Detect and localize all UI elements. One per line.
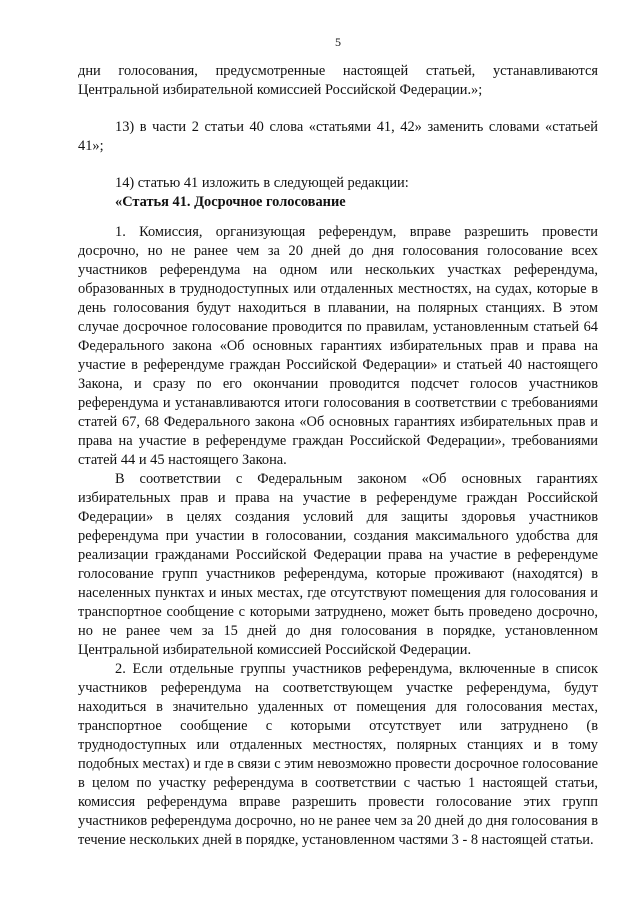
- article-title: «Статья 41. Досрочное голосование: [115, 194, 346, 210]
- paragraph-part-1: 1. Комиссия, организующая референдум, вправе разрешить провести досрочно, но не ранее чем за 20 дней до дня голосования голосование всех участников референдума на одном или нескольких участках референдума, образованных в труднодоступных или отдаленных местностях, на судах, которые в день голосования будут находиться в плавании, на полярных станциях. В этом случае досрочное голосование проводится по правилам, установленным статьей 64 Федерального закона «Об основных гарантиях избирательных прав и права на участие в референдуме граждан Российской Федерации» и статьей 40 настоящего Закона, и сразу по его окончании проводится подсчет голосов участников референдума и устанавливаются итоги голосования в соответствии с требованиями статей 67, 68 Федерального закона «Об основных гарантиях избирательных прав и права на участие в референдуме граждан Российской Федерации», требованиями статей 44 и 45 настоящего Закона.: [78, 224, 598, 468]
- page-number: 5: [335, 35, 341, 49]
- paragraph-part-2: 2. Если отдельные группы участников референдума, включенные в список участников референдума на соответствующем участке референдума, будут находиться в значительно удаленных от помещения для голосования местах, транспортное сообщение с которыми отсутствует или затруднено (в труднодоступных или отдаленных местностях, полярных станциях и в тому подобных местах) и где в связи с этим невозможно провести досрочное голосование в целом по участку референдума в соответствии с частью 1 настоящей статьи, комиссия референдума вправе разрешить провести голосование этих групп участников референдума досрочно, но не ранее чем за 20 дней до дня голосования в течение нескольких дней в порядке, установленном частями 3 - 8 настоящей статьи.: [78, 661, 598, 848]
- paragraph-part-1-cont: В соответствии с Федеральным законом «Об основных гарантиях избирательных прав и права на участие в референдуме граждан Российской Федерации» в целях создания условий для защиты здоровья участников референдума при участии в голосовании, создания максимального удобства для реализации гражданами Российской Федерации права на участие в референдуме голосование групп участников референдума, которые проживают (находятся) в населенных пунктах и иных местах, где отсутствуют помещения для голосования и транспортное сообщение с которыми затруднено, может быть проведено досрочно, но не ранее чем за 15 дней до дня голосования в порядке, установленном Центральной избирательной комиссией Российской Федерации.: [78, 471, 598, 658]
- paragraph-item-13: 13) в части 2 статьи 40 слова «статьями 41, 42» заменить словами «статьей 41»;: [78, 119, 598, 154]
- paragraph-continuation: дни голосования, предусмотренные настоящей статьей, устанавливаются Центральной избирательной комиссией Российской Федерации.»;: [78, 63, 598, 98]
- paragraph-item-14: 14) статью 41 изложить в следующей редакции:: [115, 175, 409, 191]
- document-body: [78, 62, 598, 850]
